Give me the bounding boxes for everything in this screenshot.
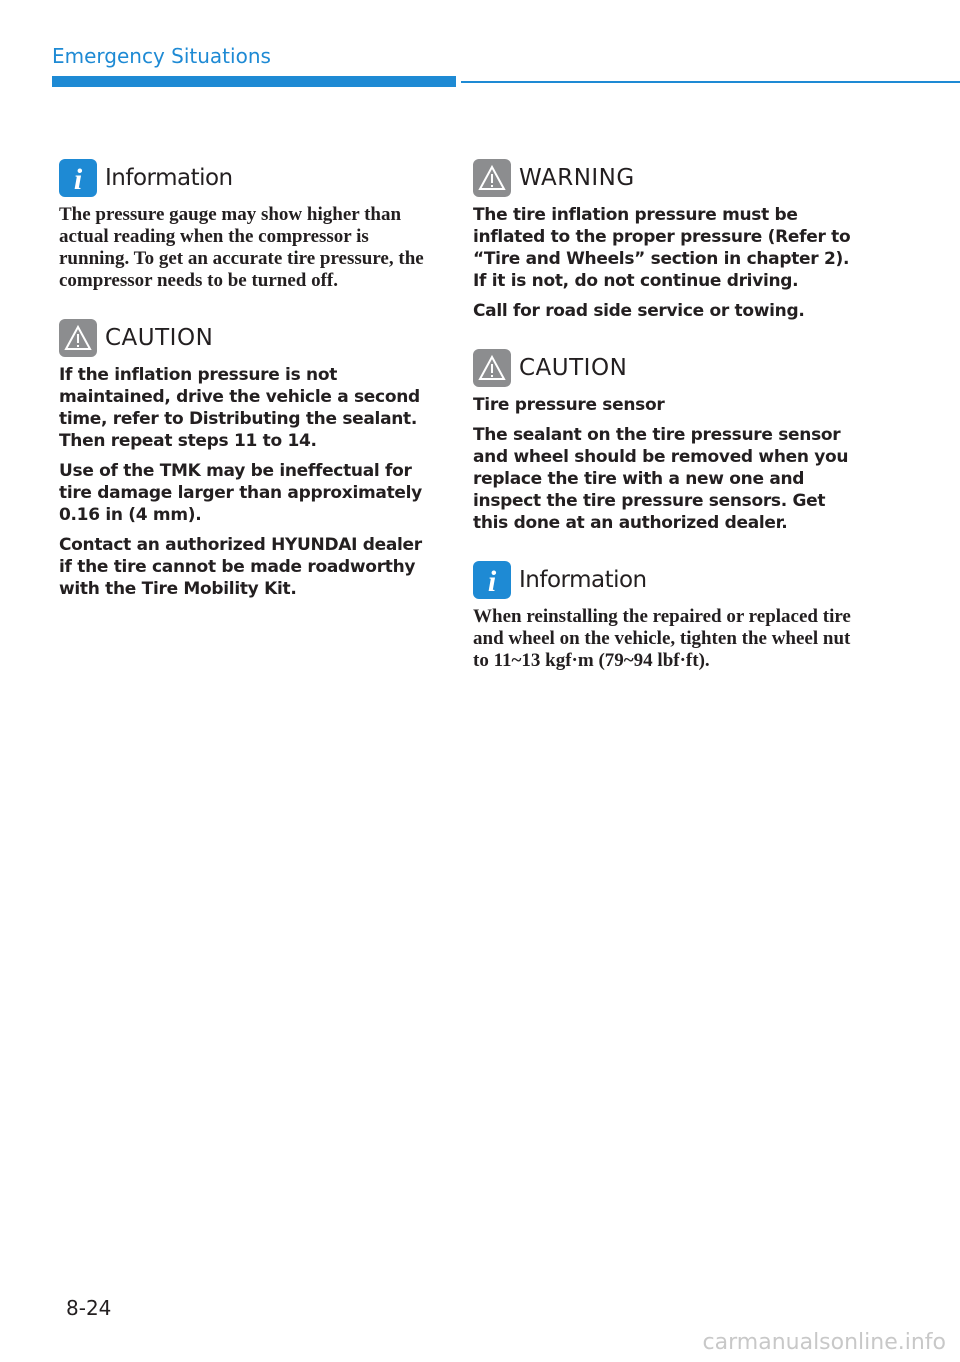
notice-paragraph: When reinstalling the repaired or replaced tire and wheel on the vehicle, tighten the wheel nut to 11~13 kgf·m (79~94 lbf·ft). (473, 606, 851, 671)
notice-header (473, 158, 853, 198)
notice-header (473, 560, 853, 600)
svg-text:i: i (73, 163, 83, 196)
right-column (473, 158, 853, 698)
notice-body (473, 204, 853, 322)
notice-header (59, 158, 439, 198)
notice-header (59, 318, 439, 358)
caution-notice (473, 348, 853, 534)
notice-paragraph: Contact an authorized HYUNDAI dealer if the tire cannot be made roadworthy with the Tire Mobility Kit. (59, 535, 422, 599)
notice-paragraph: The tire inflation pressure must be inflated to the proper pressure (Refer to “Tire and Wheels” section in chapter 2). If it is not, do not continue driving. (473, 205, 851, 291)
information-notice (59, 158, 439, 292)
notice-paragraph: Call for road side service or towing. (473, 301, 805, 321)
watermark: carmanualsonline.info (702, 1330, 946, 1355)
left-column (59, 158, 439, 626)
notice-title: Information (519, 567, 647, 593)
notice-body (59, 364, 439, 600)
notice-body (473, 606, 853, 672)
notice-paragraph: The pressure gauge may show higher than actual reading when the compressor is running. To get an accurate tire pressure, the compressor needs to be turned off. (59, 204, 424, 291)
header-rule-thick (52, 76, 456, 87)
info-icon (59, 159, 97, 197)
notice-body (473, 394, 853, 534)
notice-title: Information (105, 165, 233, 191)
warning-triangle-icon (473, 349, 511, 387)
section-title: Emergency Situations (52, 44, 271, 68)
warning-triangle-icon (59, 319, 97, 357)
notice-title: WARNING (519, 165, 635, 191)
info-icon (473, 561, 511, 599)
information-notice (473, 560, 853, 672)
notice-paragraph: Use of the TMK may be ineffectual for tire damage larger than approximately 0.16 in (4 mm). (59, 461, 422, 525)
caution-notice (59, 318, 439, 600)
warning-triangle-icon (473, 159, 511, 197)
notice-title: CAUTION (105, 325, 214, 351)
notice-body (59, 204, 439, 292)
header-rule-thin (461, 81, 960, 83)
page-number: 8-24 (66, 1296, 112, 1320)
warning-notice (473, 158, 853, 322)
notice-title: CAUTION (519, 355, 628, 381)
notice-paragraph: If the inflation pressure is not maintained, drive the vehicle a second time, refer to Distributing the sealant. Then repeat steps 11 to 14. (59, 365, 420, 451)
notice-header (473, 348, 853, 388)
svg-text:i: i (487, 565, 497, 598)
notice-paragraph: Tire pressure sensor (473, 395, 665, 415)
notice-paragraph: The sealant on the tire pressure sensor and wheel should be removed when you replace the tire with a new one and inspect the tire pressure sensors. Get this done at an authorized dealer. (473, 425, 849, 533)
